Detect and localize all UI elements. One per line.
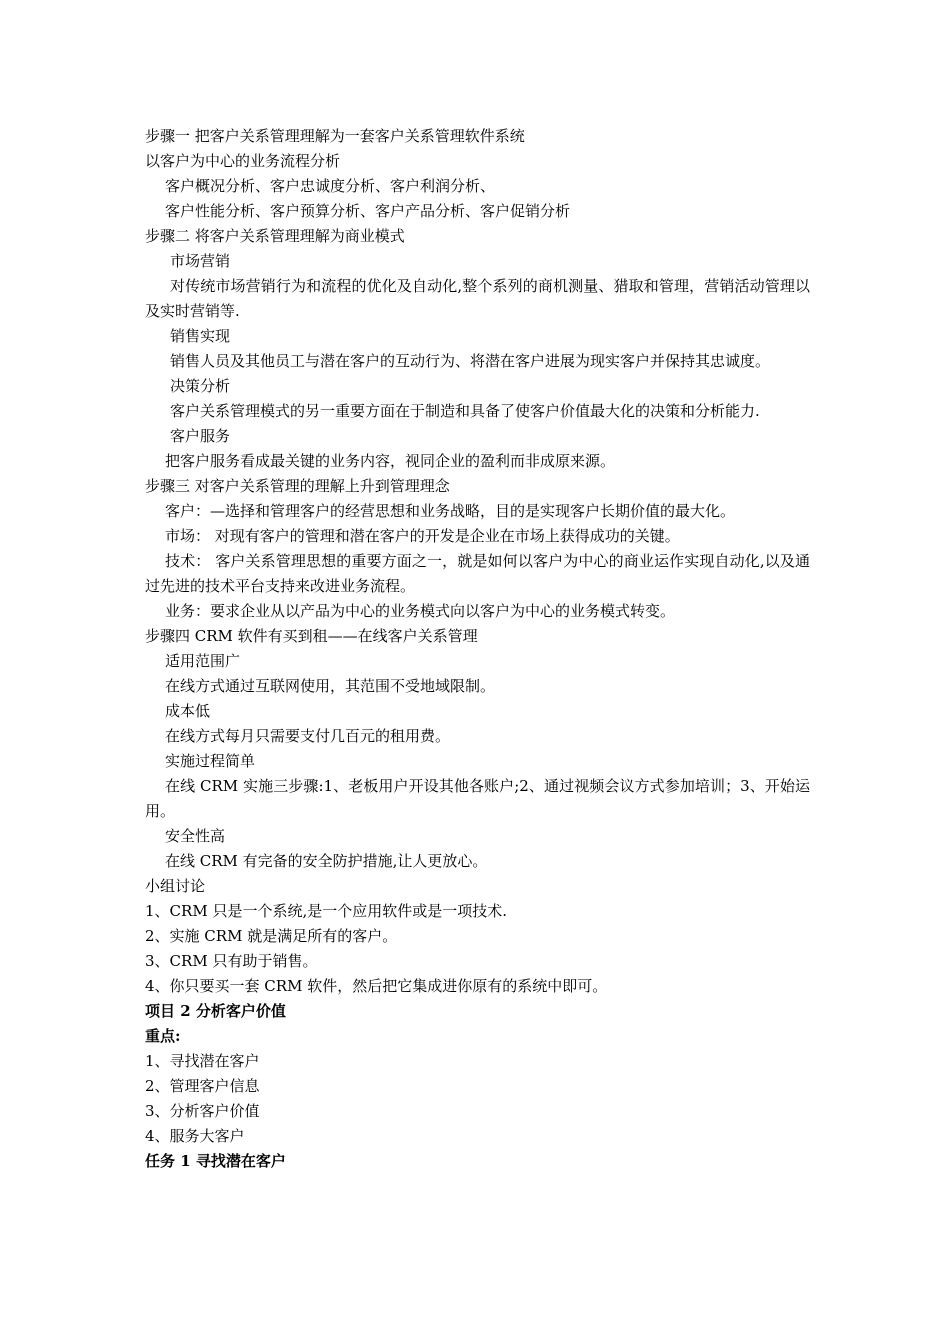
paragraph: 销售人员及其他员工与潜在客户的互动行为、将潜在客户进展为现实客户并保持其忠诚度。 [170,352,771,370]
task-heading: 任务 1 寻找潜在客户 [145,1152,286,1170]
subheading: 成本低 [165,702,211,720]
subheading: 市场营销 [170,252,231,270]
text-line: 把客户服务看成最关键的业务内容，视同企业的盈利而非成原来源。 [165,452,616,470]
key-points-label: 重点: [145,1027,181,1045]
text-line: 在线方式每月只需要支付几百元的租用费。 [165,727,451,745]
paragraph: 技术： 客户关系管理思想的重要方面之一，就是如何以客户为中心的商业运作实现自动化,以及通过先进的技术平台支持来改进业务流程。 [145,552,810,595]
subheading: 实施过程简单 [165,752,256,770]
project-heading: 项目 2 分析客户价值 [145,1002,286,1020]
subheading: 安全性高 [165,827,226,845]
list-item: 2、实施 CRM 就是满足所有的客户。 [145,927,398,945]
list-item: 3、CRM 只有助于销售。 [145,952,318,970]
step-heading: 步骤四 CRM 软件有买到租——在线客户关系管理 [145,627,478,645]
subheading: 客户服务 [170,427,231,445]
list-item: 2、管理客户信息 [145,1077,260,1095]
paragraph: 在线 CRM 实施三步骤:1、老板用户开设其他各账户;2、通过视频会议方式参加培训；3、开始运用。 [145,777,810,820]
step-heading: 步骤一 把客户关系管理理解为一套客户关系管理软件系统 [145,127,525,145]
list-item: 4、服务大客户 [145,1127,245,1145]
document-body [145,124,810,1174]
text-line: 客户概况分析、客户忠诚度分析、客户利润分析、 [165,177,496,195]
text-line: 在线方式通过互联网使用，其范围不受地域限制。 [165,677,496,695]
text-line: 业务：要求企业从以产品为中心的业务模式向以客户为中心的业务模式转变。 [165,602,676,620]
text-line: 在线 CRM 有完备的安全防护措施,让人更放心。 [165,852,488,870]
text-line: 客户：—选择和管理客户的经营思想和业务战略，目的是实现客户长期价值的最大化。 [165,502,736,520]
subheading: 销售实现 [170,327,231,345]
subheading: 适用范围广 [165,652,241,670]
step-heading: 步骤二 将客户关系管理理解为商业模式 [145,227,405,245]
text-line: 市场： 对现有客户的管理和潜在客户的开发是企业在市场上获得成功的关键。 [165,527,680,545]
text-line: 以客户为中心的业务流程分析 [145,152,341,170]
subheading: 决策分析 [170,377,231,395]
list-item: 3、分析客户价值 [145,1102,260,1120]
paragraph: 对传统市场营销行为和流程的优化及自动化,整个系列的商机测量、猎取和管理，营销活动管理以及实时营销等. [145,277,810,320]
list-item: 1、寻找潜在客户 [145,1052,260,1070]
text-line: 客户性能分析、客户预算分析、客户产品分析、客户促销分析 [165,202,571,220]
section-label: 小组讨论 [145,877,206,895]
paragraph: 客户关系管理模式的另一重要方面在于制造和具备了使客户价值最大化的决策和分析能力. [170,402,760,420]
step-heading: 步骤三 对客户关系管理的理解上升到管理理念 [145,477,450,495]
list-item: 4、你只要买一套 CRM 软件，然后把它集成进你原有的系统中即可。 [145,977,608,995]
list-item: 1、CRM 只是一个系统,是一个应用软件或是一项技术. [145,902,507,920]
